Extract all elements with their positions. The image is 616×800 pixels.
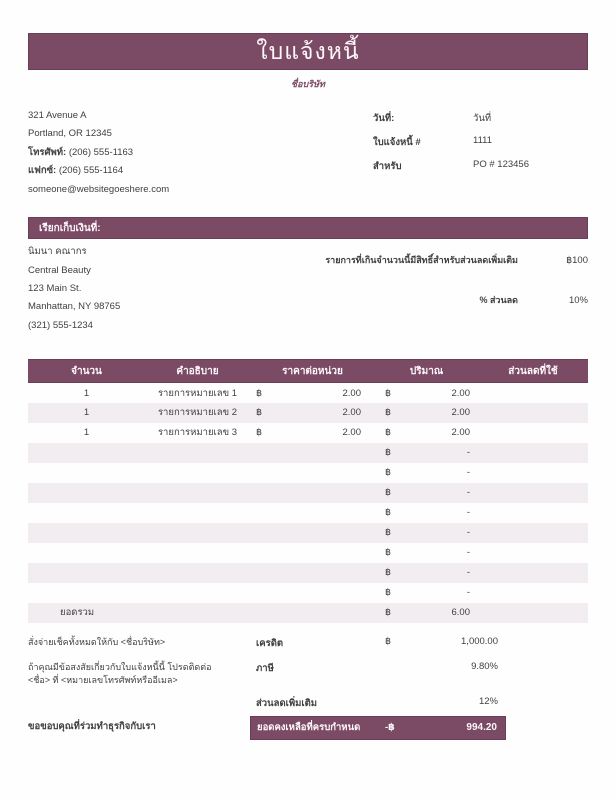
company-address-line1: 321 Avenue A <box>28 110 87 121</box>
amount-value: 2.00 <box>451 407 470 419</box>
line-items-table <box>28 359 588 623</box>
unit-price-value: 2.00 <box>342 407 361 419</box>
amount-value: - <box>466 567 470 579</box>
discount-info-block <box>278 247 588 339</box>
for-value: PO # 123456 <box>473 159 529 170</box>
fax-value: (206) 555-1164 <box>58 165 124 177</box>
cell-description <box>145 463 250 483</box>
cell-description <box>145 483 250 503</box>
table-row <box>28 423 588 443</box>
table-row <box>28 383 588 403</box>
cell-amount <box>375 423 478 443</box>
discount-threshold-line <box>278 253 588 267</box>
cell-discount-applied <box>478 463 588 483</box>
amount-currency-symbol: ฿ <box>385 507 392 519</box>
company-email: someone@websitegoeshere.com <box>28 183 170 195</box>
cell-discount-applied <box>478 443 588 463</box>
cell-discount-applied <box>478 563 588 583</box>
unit-currency-symbol: ฿ <box>256 407 263 419</box>
cell-quantity: 1 <box>83 387 90 399</box>
amount-value: - <box>466 507 470 519</box>
bill-to-name: นิมนา คณากร <box>28 246 87 258</box>
cell-discount-applied <box>478 583 588 603</box>
discount-threshold-label: รายการที่เกินจำนวนนี้มีสิทธิ์สำหรับส่วนลดเพิ่มเติม <box>325 255 518 266</box>
cell-quantity: 1 <box>83 427 90 439</box>
cell-amount <box>375 483 478 503</box>
note-questions: ถ้าคุณมีข้อสงสัยเกี่ยวกับใบแจ้งหนี้นี้ โปรดติดต่อ <ชื่อ> ที่ <หมายเลขโทรศัพท์หรืออีเมล> <box>28 661 212 686</box>
cell-quantity <box>28 543 145 563</box>
invoice-number-label: ใบแจ้งหนี้ # <box>373 137 421 148</box>
cell-description: รายการหมายเลข 2 <box>157 407 238 419</box>
bill-to-banner-label: เรียกเก็บเงินที่: <box>39 222 101 234</box>
cell-unit-price <box>250 383 375 403</box>
cell-description <box>145 503 250 523</box>
invoice-number-line <box>373 135 588 150</box>
company-fax-line <box>28 166 169 176</box>
amount-currency-symbol: ฿ <box>385 387 392 399</box>
cell-discount-applied <box>478 383 588 403</box>
cell-unit-price <box>250 563 375 583</box>
amount-currency-symbol: ฿ <box>385 447 392 459</box>
cell-amount <box>375 463 478 483</box>
bill-to-banner <box>28 217 588 239</box>
cell-unit-price <box>250 403 375 423</box>
invoice-date-line <box>373 111 588 126</box>
cell-amount <box>375 443 478 463</box>
invoice-meta-block <box>373 111 588 203</box>
cell-discount-applied <box>478 423 588 443</box>
balance-due-label: ยอดคงเหลือที่ครบกำหนด <box>257 722 361 734</box>
bill-to-company: Central Beauty <box>28 264 91 276</box>
balance-due-value: 994.20 <box>466 722 497 734</box>
discount-percent-label: % ส่วนลด <box>479 295 518 306</box>
cell-quantity: 1 <box>83 407 90 419</box>
cell-unit-price <box>250 483 375 503</box>
fax-label: แฟกซ์: <box>28 165 57 177</box>
unit-currency-symbol: ฿ <box>256 427 263 439</box>
table-row <box>28 443 588 463</box>
discount-threshold-value: ฿100 <box>566 255 588 267</box>
bill-to-section <box>28 247 588 339</box>
for-label: สำหรับ <box>373 161 402 172</box>
cell-discount-applied <box>478 503 588 523</box>
amount-currency-symbol: ฿ <box>385 467 392 479</box>
balance-currency-symbol: -฿ <box>385 722 395 734</box>
cell-quantity <box>28 503 145 523</box>
table-row <box>28 463 588 483</box>
table-row <box>28 563 588 583</box>
amount-currency-symbol: ฿ <box>385 547 392 559</box>
cell-amount <box>375 583 478 603</box>
cell-amount <box>375 503 478 523</box>
table-row <box>28 543 588 563</box>
bill-to-street: 123 Main St. <box>28 283 82 295</box>
amount-value: - <box>466 447 470 459</box>
note-thanks: ขอขอบคุณที่ร่วมทำธุรกิจกับเรา <box>28 720 156 732</box>
tax-label: ภาษี <box>256 662 274 674</box>
footer-summary-section <box>28 632 506 740</box>
company-address-line2: Portland, OR 12345 <box>28 128 112 140</box>
cell-unit-price <box>250 443 375 463</box>
amount-currency-symbol: ฿ <box>385 587 392 599</box>
header-quantity: จำนวน <box>28 360 145 383</box>
cell-description <box>145 443 250 463</box>
amount-value: 2.00 <box>451 387 470 399</box>
cell-quantity <box>28 443 145 463</box>
amount-value: - <box>466 547 470 559</box>
bill-to-phone: (321) 555-1234 <box>28 319 93 331</box>
amount-value: - <box>466 467 470 479</box>
cell-discount-applied <box>478 403 588 423</box>
phone-value: (206) 555-1163 <box>68 146 134 158</box>
bill-to-city: Manhattan, NY 98765 <box>28 301 121 313</box>
cell-amount <box>375 543 478 563</box>
cell-description <box>145 523 250 543</box>
cell-amount <box>375 383 478 403</box>
total-value: 6.00 <box>451 607 470 619</box>
total-currency-symbol: ฿ <box>385 607 392 619</box>
invoice-title: ใบแจ้งหนี้ <box>256 37 360 64</box>
amount-currency-symbol: ฿ <box>385 527 392 539</box>
unit-price-value: 2.00 <box>342 427 361 439</box>
invoice-number-value: 1111 <box>473 135 493 146</box>
discount-percent-value: 10% <box>568 295 588 307</box>
total-row <box>28 603 588 623</box>
cell-amount <box>375 523 478 543</box>
credit-value: 1,000.00 <box>461 635 498 647</box>
table-body <box>28 383 588 603</box>
discount-percent-line <box>278 293 588 307</box>
total-label: ยอดรวม <box>60 607 95 619</box>
cell-description <box>145 563 250 583</box>
cell-quantity <box>28 483 145 503</box>
table-row <box>28 403 588 423</box>
extra-discount-label: ส่วนลดเพิ่มเติม <box>256 697 318 709</box>
credit-currency-symbol: ฿ <box>385 635 392 647</box>
unit-currency-symbol: ฿ <box>256 387 263 399</box>
cell-description: รายการหมายเลข 1 <box>157 387 238 399</box>
balance-due-banner <box>250 716 506 740</box>
invoice-for-line <box>373 159 588 174</box>
header-amount: ปริมาณ <box>375 360 478 383</box>
cell-quantity <box>28 563 145 583</box>
header-unit-price: ราคาต่อหน่วย <box>250 360 375 383</box>
header-description: คำอธิบาย <box>145 360 250 383</box>
phone-label: โทรศัพท์: <box>28 146 67 158</box>
unit-price-value: 2.00 <box>342 387 361 399</box>
company-name-placeholder: ชื่อบริษัท <box>291 79 325 89</box>
table-row <box>28 583 588 603</box>
note-checks: สั่งจ่ายเช็คทั้งหมดให้กับ <ชื่อบริษัท> <box>28 636 166 647</box>
cell-quantity <box>28 583 145 603</box>
cell-description <box>145 543 250 563</box>
table-row <box>28 483 588 503</box>
credit-label: เครดิต <box>256 637 284 649</box>
amount-currency-symbol: ฿ <box>385 427 392 439</box>
cell-description <box>145 583 250 603</box>
amount-value: 2.00 <box>451 427 470 439</box>
cell-unit-price <box>250 543 375 563</box>
cell-amount <box>375 403 478 423</box>
amount-currency-symbol: ฿ <box>385 567 392 579</box>
table-row <box>28 523 588 543</box>
amount-value: - <box>466 527 470 539</box>
table-header <box>28 360 588 383</box>
cell-unit-price <box>250 423 375 443</box>
cell-unit-price <box>250 463 375 483</box>
company-info-section <box>28 111 588 203</box>
date-label: วันที่: <box>373 113 395 124</box>
amount-value: - <box>466 487 470 499</box>
cell-amount <box>375 563 478 583</box>
cell-quantity <box>28 523 145 543</box>
amount-currency-symbol: ฿ <box>385 407 392 419</box>
company-address-block <box>28 111 169 203</box>
total-amount-cell <box>375 603 478 623</box>
cell-discount-applied <box>478 483 588 503</box>
cell-discount-applied <box>478 543 588 563</box>
extra-discount-value: 12% <box>478 695 498 707</box>
cell-unit-price <box>250 503 375 523</box>
header-discount: ส่วนลดที่ใช้ <box>478 360 588 383</box>
company-phone-line <box>28 148 169 158</box>
amount-currency-symbol: ฿ <box>385 487 392 499</box>
bill-to-address-block <box>28 247 120 339</box>
cell-discount-applied <box>478 523 588 543</box>
amount-value: - <box>466 587 470 599</box>
tax-value: 9.80% <box>471 660 498 672</box>
date-value: วันที่ <box>473 113 492 124</box>
cell-quantity <box>28 463 145 483</box>
table-row <box>28 503 588 523</box>
invoice-title-banner <box>28 33 588 70</box>
cell-unit-price <box>250 523 375 543</box>
cell-unit-price <box>250 583 375 603</box>
cell-description: รายการหมายเลข 3 <box>157 427 238 439</box>
